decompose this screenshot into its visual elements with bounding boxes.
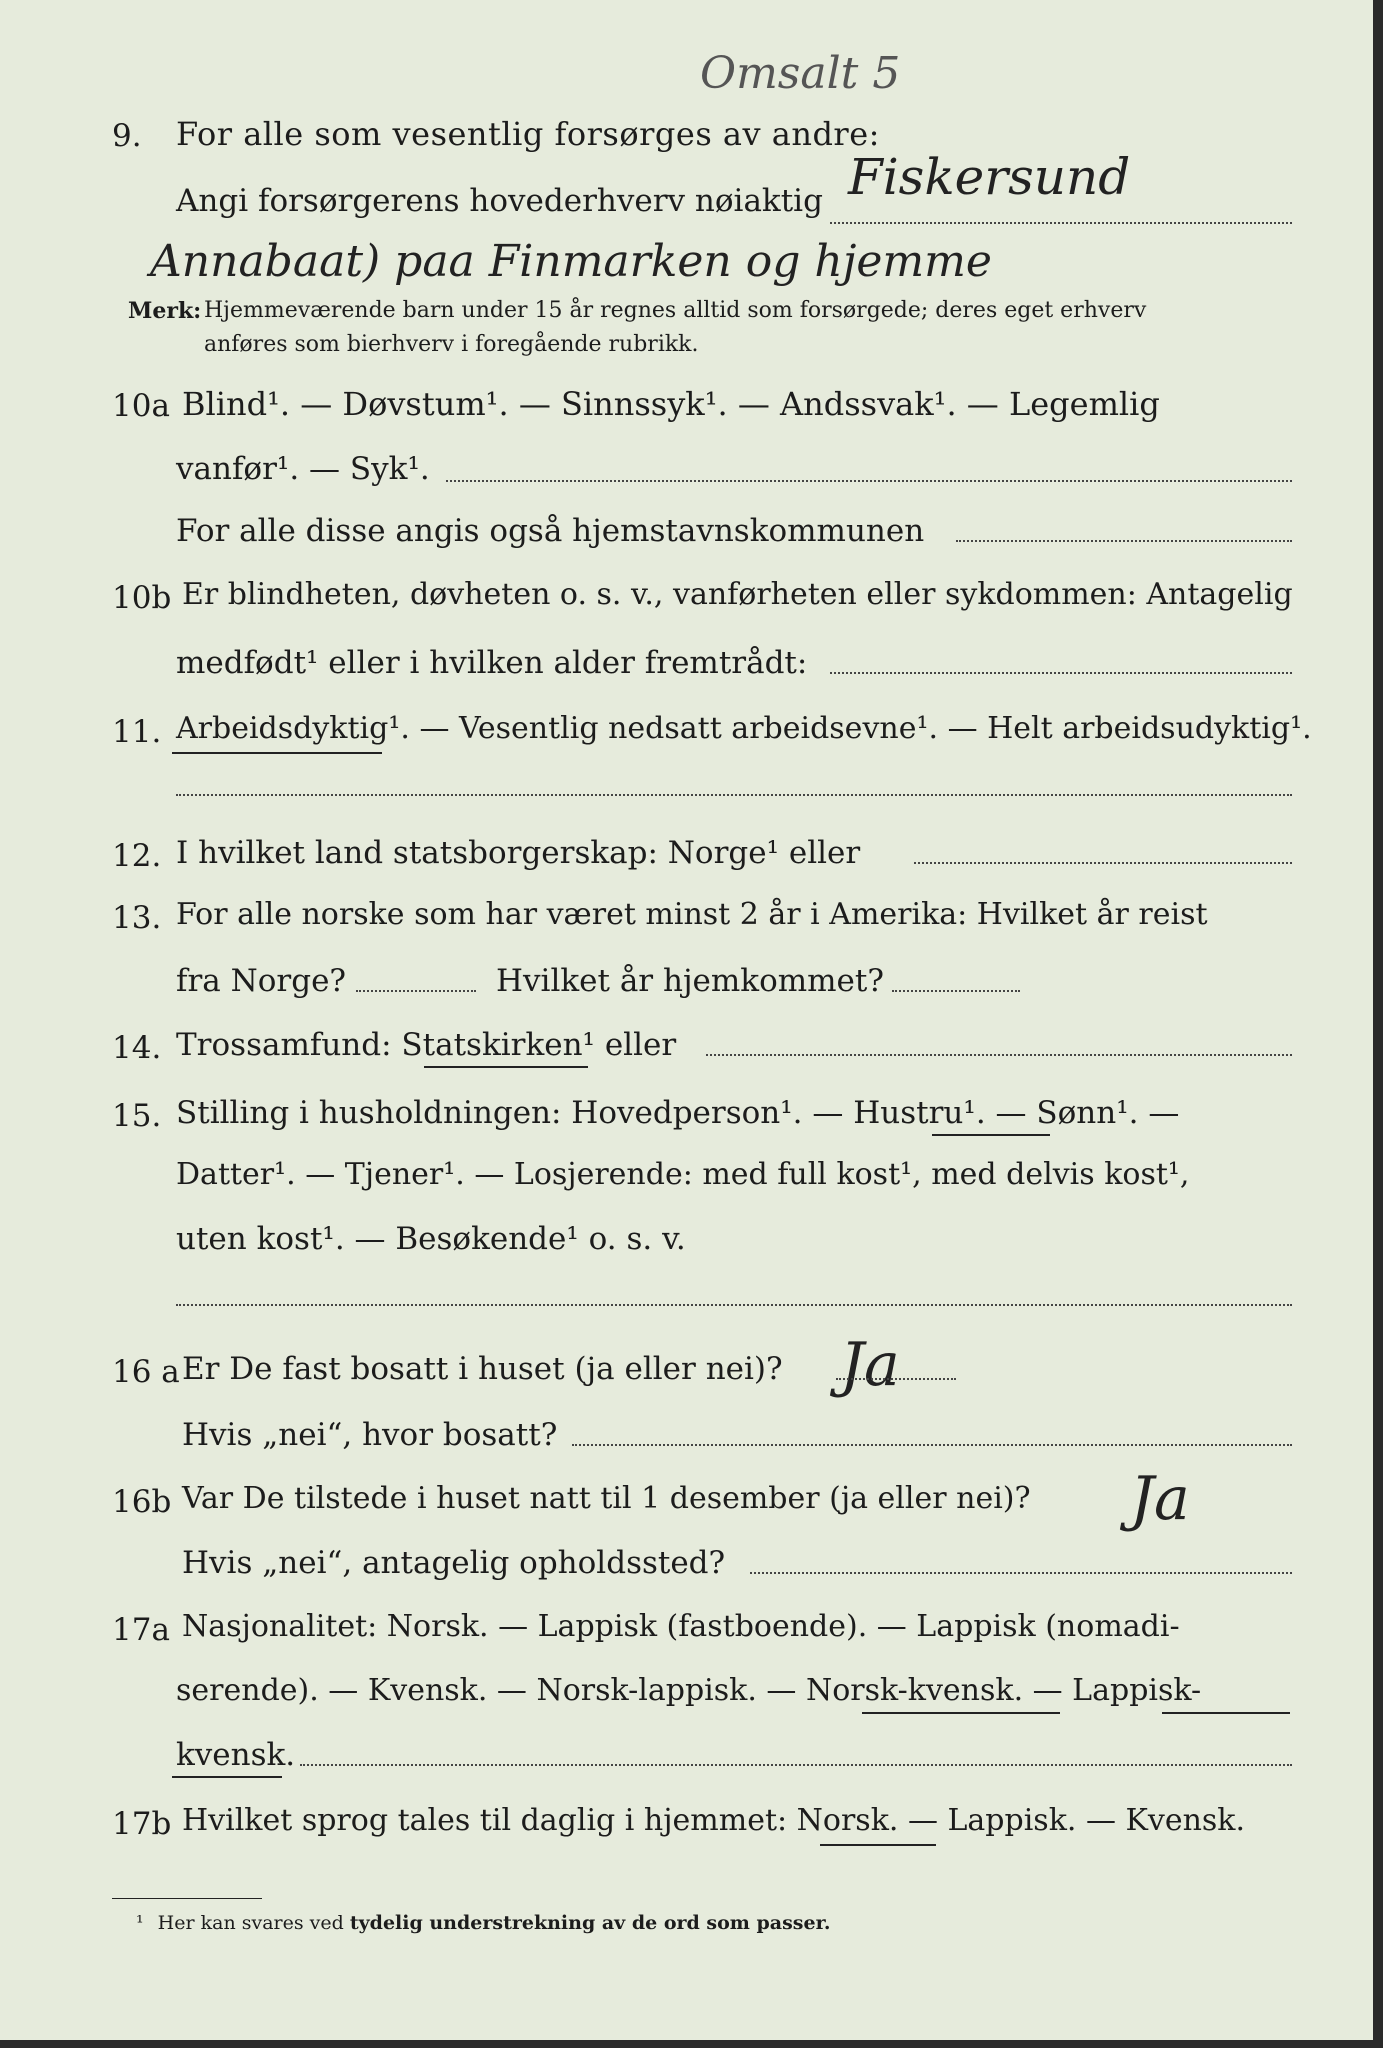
q16a-answer: Ja: [840, 1330, 900, 1400]
q17a-line2: serende). — Kvensk. — Norsk-lappisk. — Norsk-kvensk. — Lappisk-: [176, 1673, 1202, 1708]
q13-number: 13.: [112, 900, 162, 936]
q16a-line2: Hvis „nei“, hvor bosatt?: [182, 1417, 558, 1453]
scan-edge-right: [1373, 0, 1383, 2048]
q11-underline: [172, 752, 382, 754]
q10a-line2: vanfør¹. — Syk¹.: [176, 451, 430, 487]
q17b-number: 17b: [112, 1806, 172, 1842]
q17b-underline: [820, 1844, 936, 1846]
q16a-fill-line1: [836, 1378, 956, 1380]
q17a-underline2: [1162, 1712, 1290, 1714]
q17a-fill-line: [300, 1764, 1292, 1766]
q13-line2b: Hvilket år hjemkommet?: [496, 963, 884, 999]
footnote-rule: [112, 1898, 262, 1899]
q17b-line1: Hvilket sprog tales til daglig i hjemmet: Norsk. — Lappisk. — Kvensk.: [182, 1803, 1246, 1838]
q15-number: 15.: [112, 1098, 162, 1134]
q11-number: 11.: [112, 714, 162, 750]
q12-line1: I hvilket land statsborgerskap: Norge¹ eller: [176, 835, 861, 871]
q16a-number: 16 a: [112, 1354, 180, 1390]
q10a-line3: For alle disse angis også hjemstavnskommunen: [176, 513, 925, 549]
q9-line2: Angi forsørgerens hovederhverv nøiaktig: [176, 183, 823, 219]
footnote-bold: tydelig understrekning av de ord som passer.: [349, 1912, 831, 1934]
q17a-line1: Nasjonalitet: Norsk. — Lappisk (fastboende). — Lappisk (nomadi-: [182, 1609, 1180, 1644]
q9-line1: For alle som vesentlig forsørges av andre:: [176, 115, 880, 153]
q15-line1: Stilling i husholdningen: Hovedperson¹. — Hustru¹. — Sønn¹. —: [176, 1095, 1180, 1131]
q16b-answer: Ja: [1130, 1464, 1190, 1534]
q16b-number: 16b: [112, 1484, 172, 1520]
scan-edge-bottom: [0, 2040, 1383, 2048]
q12-fill-line: [914, 862, 1292, 864]
q10a-number: 10a: [112, 388, 170, 424]
q15-line3: uten kost¹. — Besøkende¹ o. s. v.: [176, 1221, 686, 1257]
q13-line1: For alle norske som har været minst 2 år i Amerika: Hvilket år reist: [176, 897, 1208, 932]
q16b-line2: Hvis „nei“, antagelig opholdssted?: [182, 1545, 726, 1581]
q10a-fill-line1: [446, 480, 1292, 482]
q12-number: 12.: [112, 838, 162, 874]
q10b-fill-line: [830, 672, 1292, 674]
q10b-line1: Er blindheten, døvheten o. s. v., vanførheten eller sykdommen: Antagelig: [182, 577, 1293, 612]
footnote-text: Her kan svares ved: [157, 1912, 344, 1934]
q11-line1: Arbeidsdyktig¹. — Vesentlig nedsatt arbeidsevne¹. — Helt arbeidsudyktig¹.: [176, 711, 1312, 746]
q14-fill-line: [706, 1054, 1292, 1056]
q17a-underline1: [862, 1712, 1060, 1714]
q16b-fill-line: [750, 1572, 1292, 1574]
q13-line2a: fra Norge?: [176, 963, 347, 999]
q14-line1: Trossamfund: Statskirken¹ eller: [176, 1027, 677, 1063]
q11-fill-line: [176, 794, 1292, 796]
q17a-line3: kvensk.: [176, 1737, 296, 1773]
q13-fill-line1: [356, 990, 476, 992]
q16a-line1: Er De fast bosatt i huset (ja eller nei)?: [182, 1351, 783, 1387]
q9-answer2: Annabaat) paa Finmarken og hjemme: [150, 236, 992, 287]
q9-fill-line: [830, 222, 1292, 224]
q13-fill-line2: [892, 990, 1020, 992]
header-note: Omsalt 5: [700, 48, 901, 99]
q14-number: 14.: [112, 1030, 162, 1066]
q15-underline: [932, 1134, 1050, 1136]
footnote: [136, 1912, 830, 1934]
q9-number: 9.: [112, 118, 142, 154]
merk-label: Merk:: [128, 298, 202, 324]
q14-underline: [424, 1066, 588, 1068]
q17a-number: 17a: [112, 1612, 170, 1648]
merk-line1: Hjemmeværende barn under 15 år regnes alltid som forsørgede; deres eget erhverv: [204, 298, 1147, 323]
q15-line2: Datter¹. — Tjener¹. — Losjerende: med full kost¹, med delvis kost¹,: [176, 1157, 1190, 1192]
q10b-number: 10b: [112, 580, 172, 616]
q16a-fill-line2: [572, 1444, 1292, 1446]
q15-fill-line: [176, 1304, 1292, 1306]
q16b-line1: Var De tilstede i huset natt til 1 desember (ja eller nei)?: [182, 1481, 1031, 1516]
q10b-line2: medfødt¹ eller i hvilken alder fremtrådt:: [176, 645, 808, 681]
footnote-mark: ¹: [136, 1912, 144, 1934]
q9-answer1: Fiskersund: [848, 148, 1131, 206]
q17a-underline3: [172, 1776, 282, 1778]
merk-line2: anføres som bierhverv i foregående rubrikk.: [204, 332, 699, 357]
q10a-fill-line2: [956, 540, 1292, 542]
q10a-line1: Blind¹. — Døvstum¹. — Sinnssyk¹. — Andssvak¹. — Legemlig: [182, 385, 1160, 423]
